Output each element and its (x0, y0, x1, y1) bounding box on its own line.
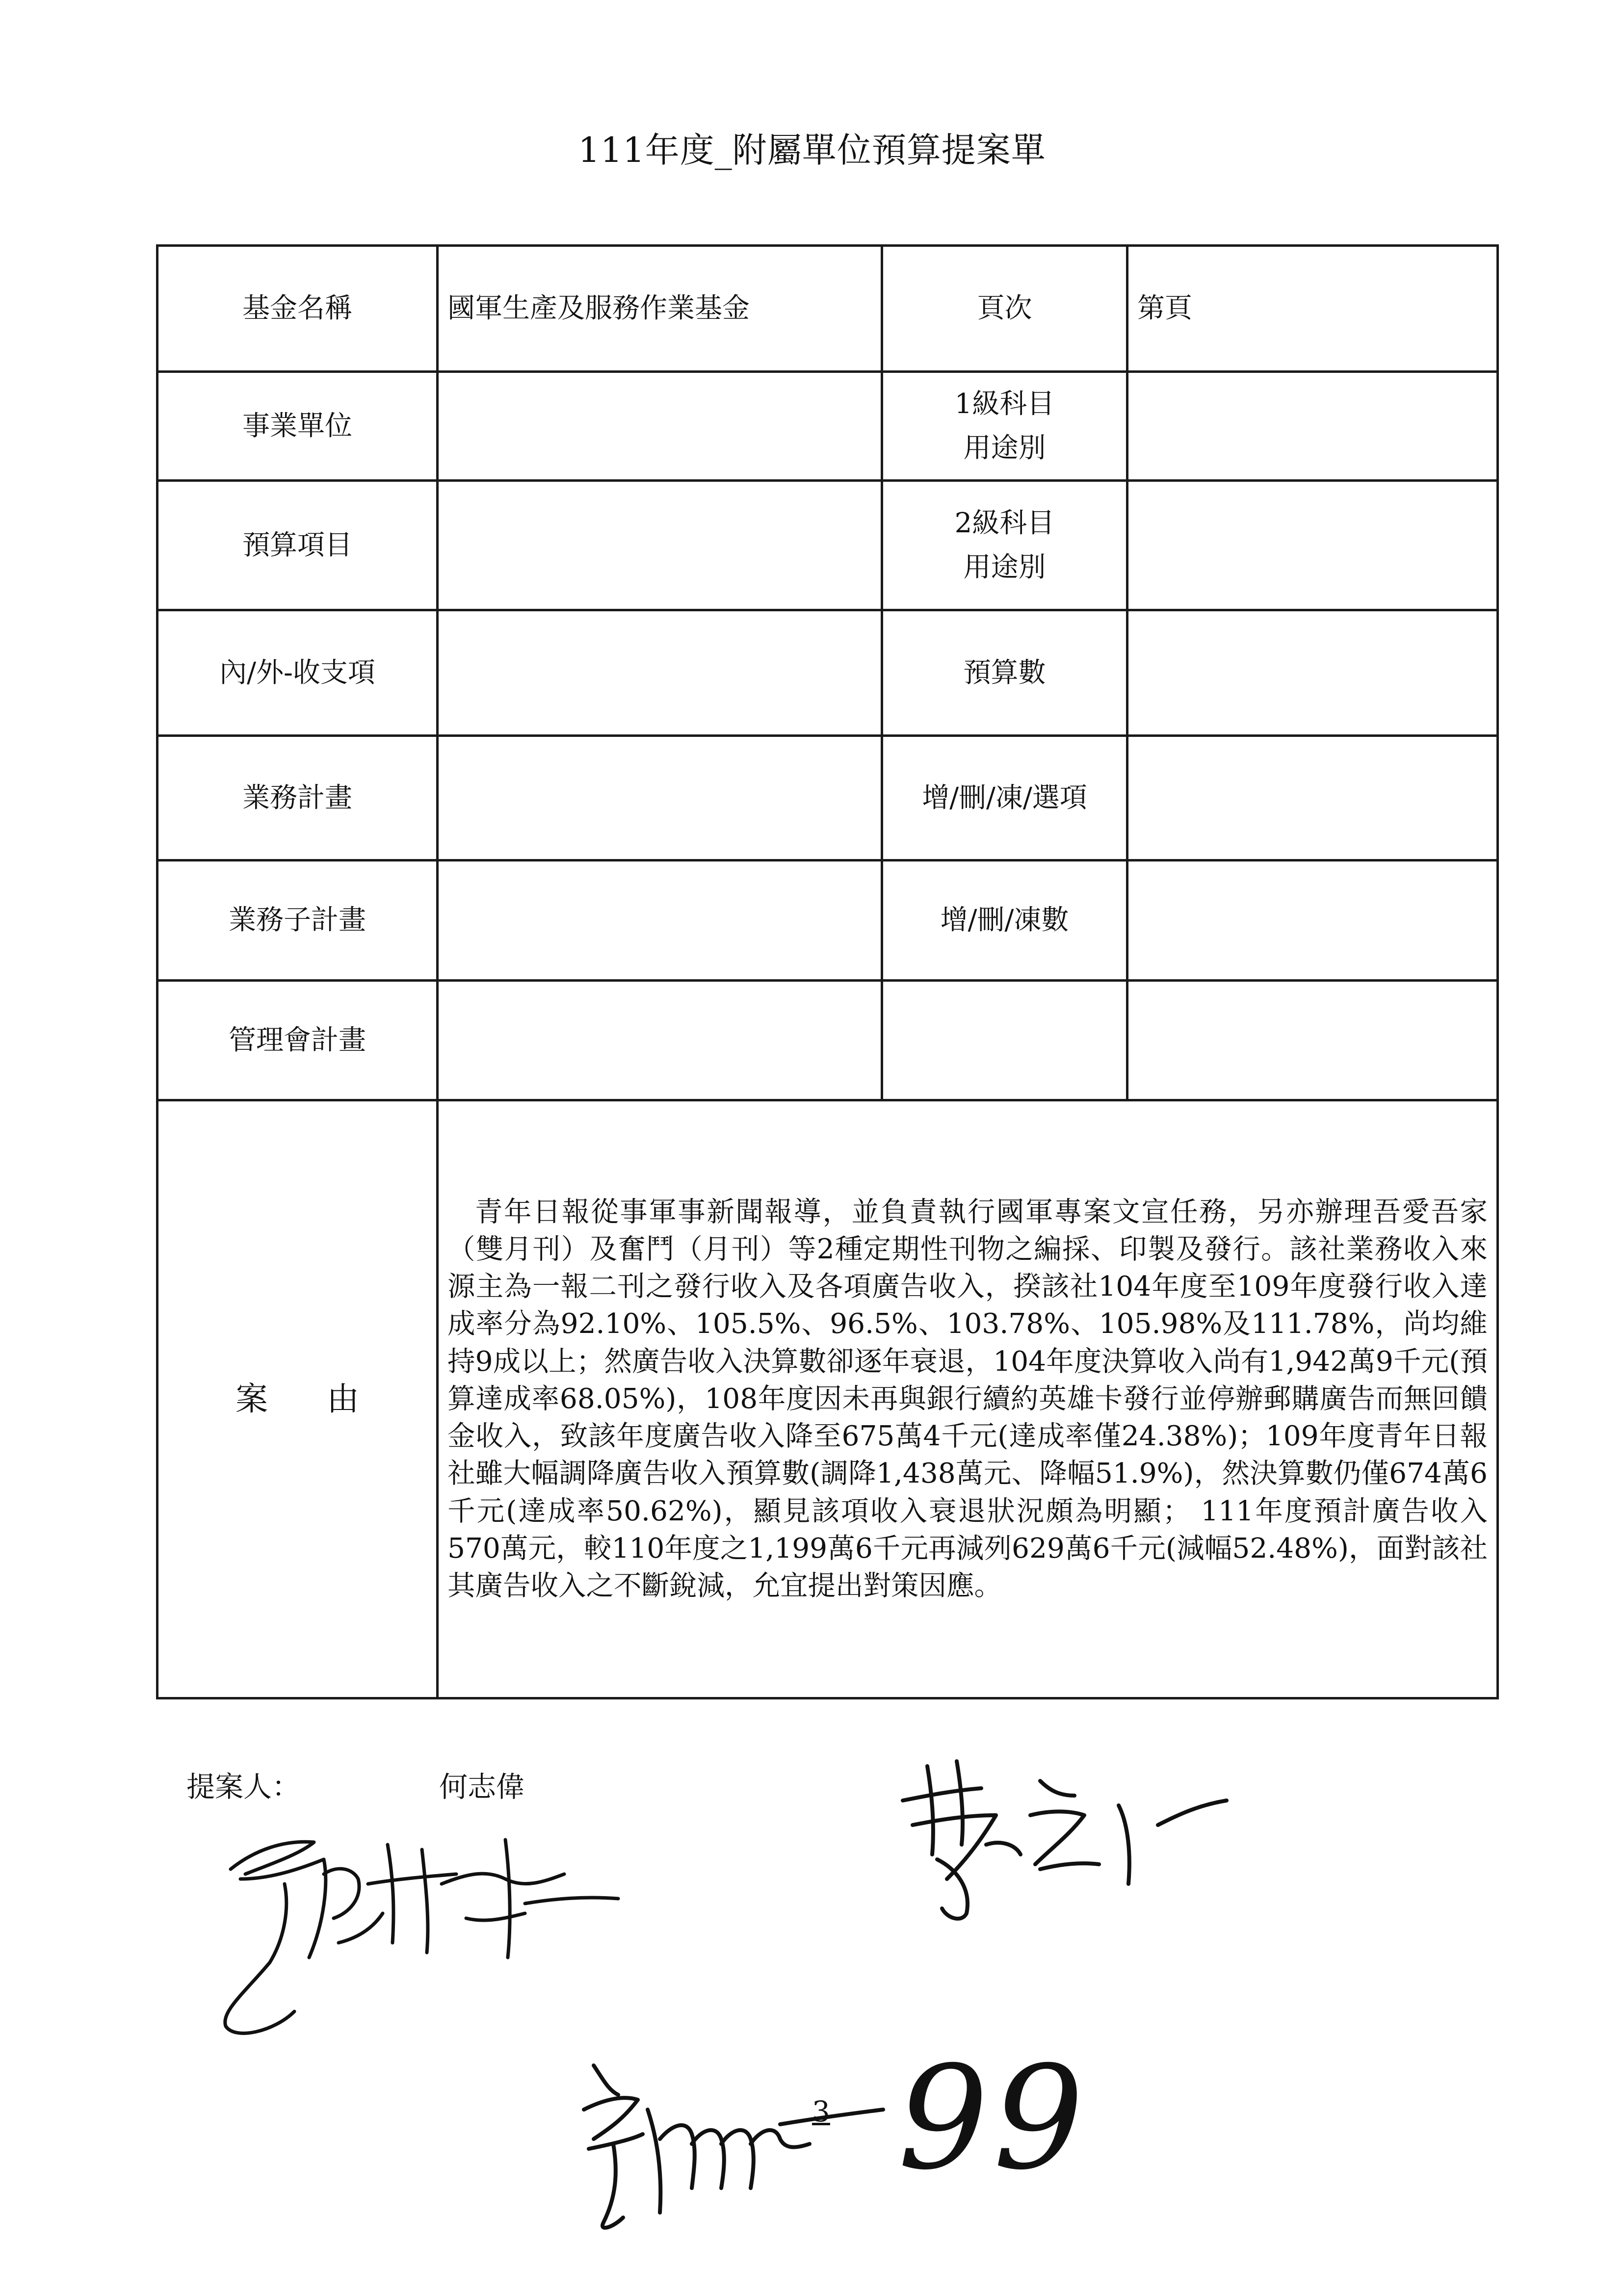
proposer-name: 何志偉 (439, 1770, 525, 1803)
action-option-label: 增/刪/凍/選項 (882, 736, 1127, 861)
form-row-income-expense (157, 610, 1498, 736)
proposal-form-table (156, 244, 1499, 1699)
signature-left (211, 1796, 653, 2070)
form-row-budget-item (157, 481, 1498, 610)
action-amount-label: 增/刪/凍數 (882, 861, 1127, 981)
reason-label (157, 1100, 438, 1698)
form-row-business-subplan (157, 861, 1498, 981)
reason-label-char-1: 案 (236, 1380, 268, 1418)
form-row-business-unit (157, 372, 1498, 481)
reason-label-char-2: 由 (327, 1380, 359, 1418)
business-unit-value (438, 372, 882, 481)
page-title: 111年度_附屬單位預算提案單 (578, 130, 1046, 170)
form-row-business-plan (157, 736, 1498, 861)
business-plan-value (438, 736, 882, 861)
budget-amount-value (1127, 610, 1498, 736)
level1-subject-value (1127, 372, 1498, 481)
signature-right (883, 1747, 1251, 1933)
form-row-reason (157, 1100, 1498, 1698)
management-plan-label: 管理會計畫 (157, 981, 438, 1100)
budget-item-label: 預算項目 (157, 481, 438, 610)
proposer-label: 提案人： (186, 1770, 301, 1803)
fund-name-label: 基金名稱 (157, 246, 438, 372)
form-row-management-plan (157, 981, 1498, 1100)
page-label: 頁次 (882, 246, 1127, 372)
management-plan-extra-label (882, 981, 1127, 1100)
action-amount-value (1127, 861, 1498, 981)
budget-item-value (438, 481, 882, 610)
level2-subject-label: 2級科目 用途別 (882, 481, 1127, 610)
level1-subject-label: 1級科目 用途別 (882, 372, 1127, 481)
business-subplan-label: 業務子計畫 (157, 861, 438, 981)
management-plan-value (438, 981, 882, 1100)
page-number: 3 (812, 2095, 830, 2128)
page-value: 第頁 (1127, 246, 1498, 372)
income-expense-value (438, 610, 882, 736)
level2-subject-value (1127, 481, 1498, 610)
form-row-fund-name (157, 246, 1498, 372)
action-option-value (1127, 736, 1498, 861)
signature-bottom (564, 2051, 917, 2247)
income-expense-label: 內/外-收支項 (157, 610, 438, 736)
management-plan-extra-value (1127, 981, 1498, 1100)
business-plan-label: 業務計畫 (157, 736, 438, 861)
business-subplan-value (438, 861, 882, 981)
business-unit-label: 事業單位 (157, 372, 438, 481)
budget-amount-label: 預算數 (882, 610, 1127, 736)
reason-text: 青年日報從事軍事新聞報導，並負責執行國軍專案文宣任務，另亦辦理吾愛吾家（雙月刊）及奮鬥（月刊）等2種定期性刊物之編採、印製及發行。該社業務收入來源主為一報二刊之發行收入及各項廣告收入，揆該社104年度至109年度發行收入達成率分為92.10%、105.5%、96.5%、103.78%、105.98%及111.78%，尚均維持9成以上；然廣告收入決算數卻逐年衰退，104年度決算收入尚有1,942萬9千元(預算達成率68.05%)，108年度因未再與銀行續約英雄卡發行並停辦郵購廣告而無回饋金收入，致該年度廣告收入降至675萬4千元(達成率僅24.38%)；109年度青年日報社雖大幅調降廣告收入預算數(調降1,438萬元、降幅51.9%)，然決算數仍僅674萬6千元(達成率50.62%)，顯見該項收入衰退狀況頗為明顯； 111年度預計廣告收入570萬元，較110年度之1,199萬6千元再減列629萬6千元(減幅52.48%)，面對該社其廣告收入之不斷銳減，允宜提出對策因應。 (438, 1100, 1498, 1698)
handwritten-number: 99 (898, 2036, 1089, 2201)
fund-name-value: 國軍生產及服務作業基金 (438, 246, 882, 372)
